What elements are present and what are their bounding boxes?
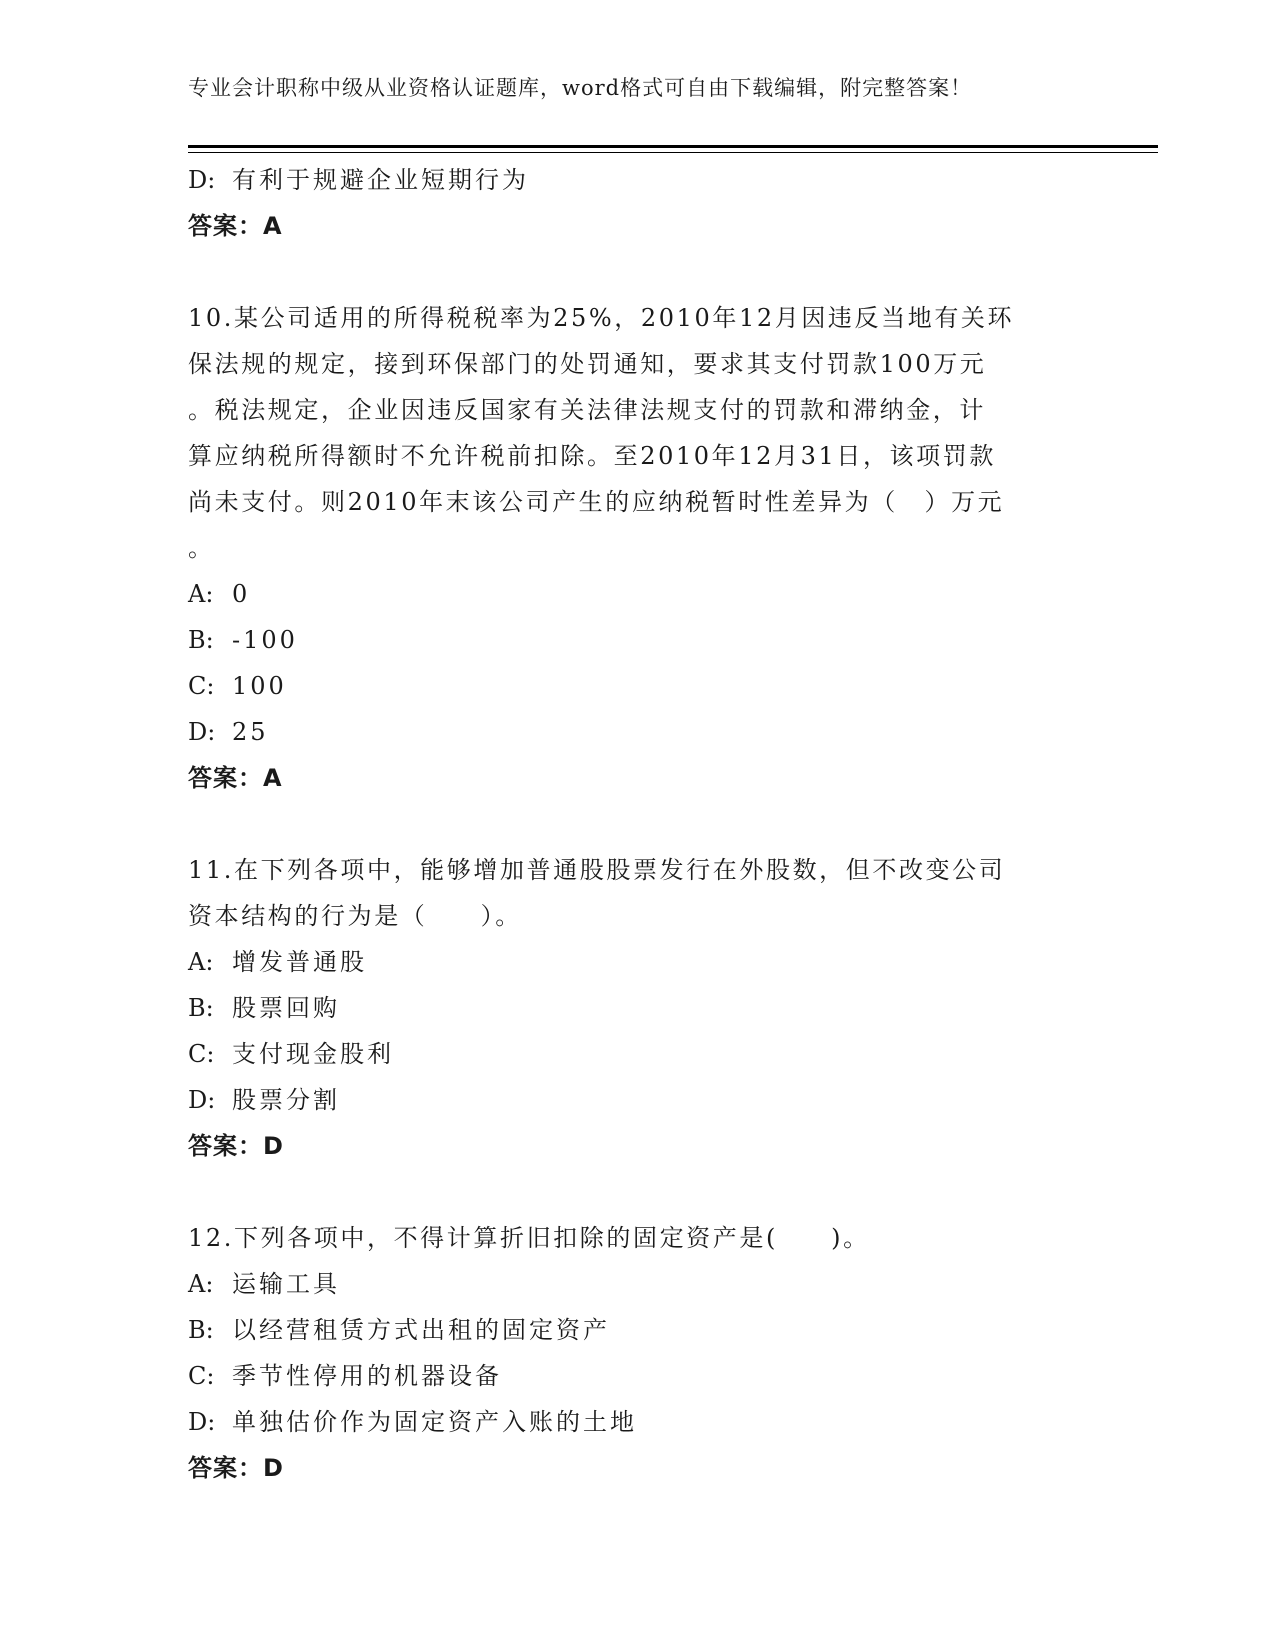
question-text-line: 资本结构的行为是（ ）。 [188,902,522,930]
header-divider-thin [188,152,1158,153]
option-label: D: [188,166,216,194]
spacer [188,249,1088,295]
option-b [188,985,1088,1031]
spacer [188,801,1088,847]
option-text: 100 [232,672,287,700]
option-label: A: [188,948,214,976]
question-text-line: 11.在下列各项中，能够增加普通股股票发行在外股数，但不改变公司 [188,856,1006,884]
option-a [188,1261,1088,1307]
option-c [188,1031,1088,1077]
option-label: B: [188,994,214,1022]
option-text: 0 [232,580,251,608]
option-d [188,709,1088,755]
option-text: -100 [232,626,298,654]
answer-line: 答案：D [188,1132,284,1160]
question-text-line: 12.下列各项中，不得计算折旧扣除的固定资产是( )。 [188,1224,870,1252]
option-text: 季节性停用的机器设备 [232,1362,502,1390]
answer-line: 答案：D [188,1454,284,1482]
answer-line: 答案：A [188,764,283,792]
option-b [188,1307,1088,1353]
option-c [188,1353,1088,1399]
question-text-line: 10.某公司适用的所得税税率为25%，2010年12月因违反当地有关环 [188,304,1015,332]
option-b [188,617,1088,663]
option-label: C: [188,672,215,700]
option-text: 25 [232,718,269,746]
question-text-line: 尚未支付。则2010年末该公司产生的应纳税暂时性差异为（ ）万元 [188,488,1005,516]
question-text-line: 保法规的规定，接到环保部门的处罚通知，要求其支付罚款100万元 [188,350,987,378]
option-label: D: [188,718,216,746]
question-text-line: 。税法规定，企业因违反国家有关法律法规支付的罚款和滞纳金，计 [188,396,986,424]
option-text: 有利于规避企业短期行为 [232,166,529,194]
option-label: C: [188,1362,215,1390]
option-label: D: [188,1086,216,1114]
question-11 [188,847,1088,1169]
option-label: A: [188,1270,214,1298]
question-10 [188,295,1088,801]
option-text: 以经营租赁方式出租的固定资产 [232,1316,610,1344]
option-d [188,1399,1088,1445]
question-text-line: 。 [188,534,215,562]
option-label: D: [188,1408,216,1436]
header-divider-thick [188,145,1158,148]
page-header: 专业会计职称中级从业资格认证题库，word格式可自由下载编辑，附完整答案！ [188,76,973,100]
question-12 [188,1215,1088,1491]
option-text: 支付现金股利 [232,1040,394,1068]
answer-line: 答案：A [188,212,283,240]
option-text: 运输工具 [232,1270,340,1298]
option-a [188,571,1088,617]
option-text: 股票分割 [232,1086,340,1114]
option-d [188,157,1088,203]
option-label: A: [188,580,214,608]
option-label: B: [188,1316,214,1344]
question-text-line: 算应纳税所得额时不允许税前扣除。至2010年12月31日，该项罚款 [188,442,996,470]
option-text: 单独估价作为固定资产入账的土地 [232,1408,637,1436]
option-a [188,939,1088,985]
option-c [188,663,1088,709]
option-label: C: [188,1040,215,1068]
option-d [188,1077,1088,1123]
question-content [188,157,1088,1491]
option-text: 增发普通股 [232,948,367,976]
option-text: 股票回购 [232,994,340,1022]
spacer [188,1169,1088,1215]
option-label: B: [188,626,214,654]
